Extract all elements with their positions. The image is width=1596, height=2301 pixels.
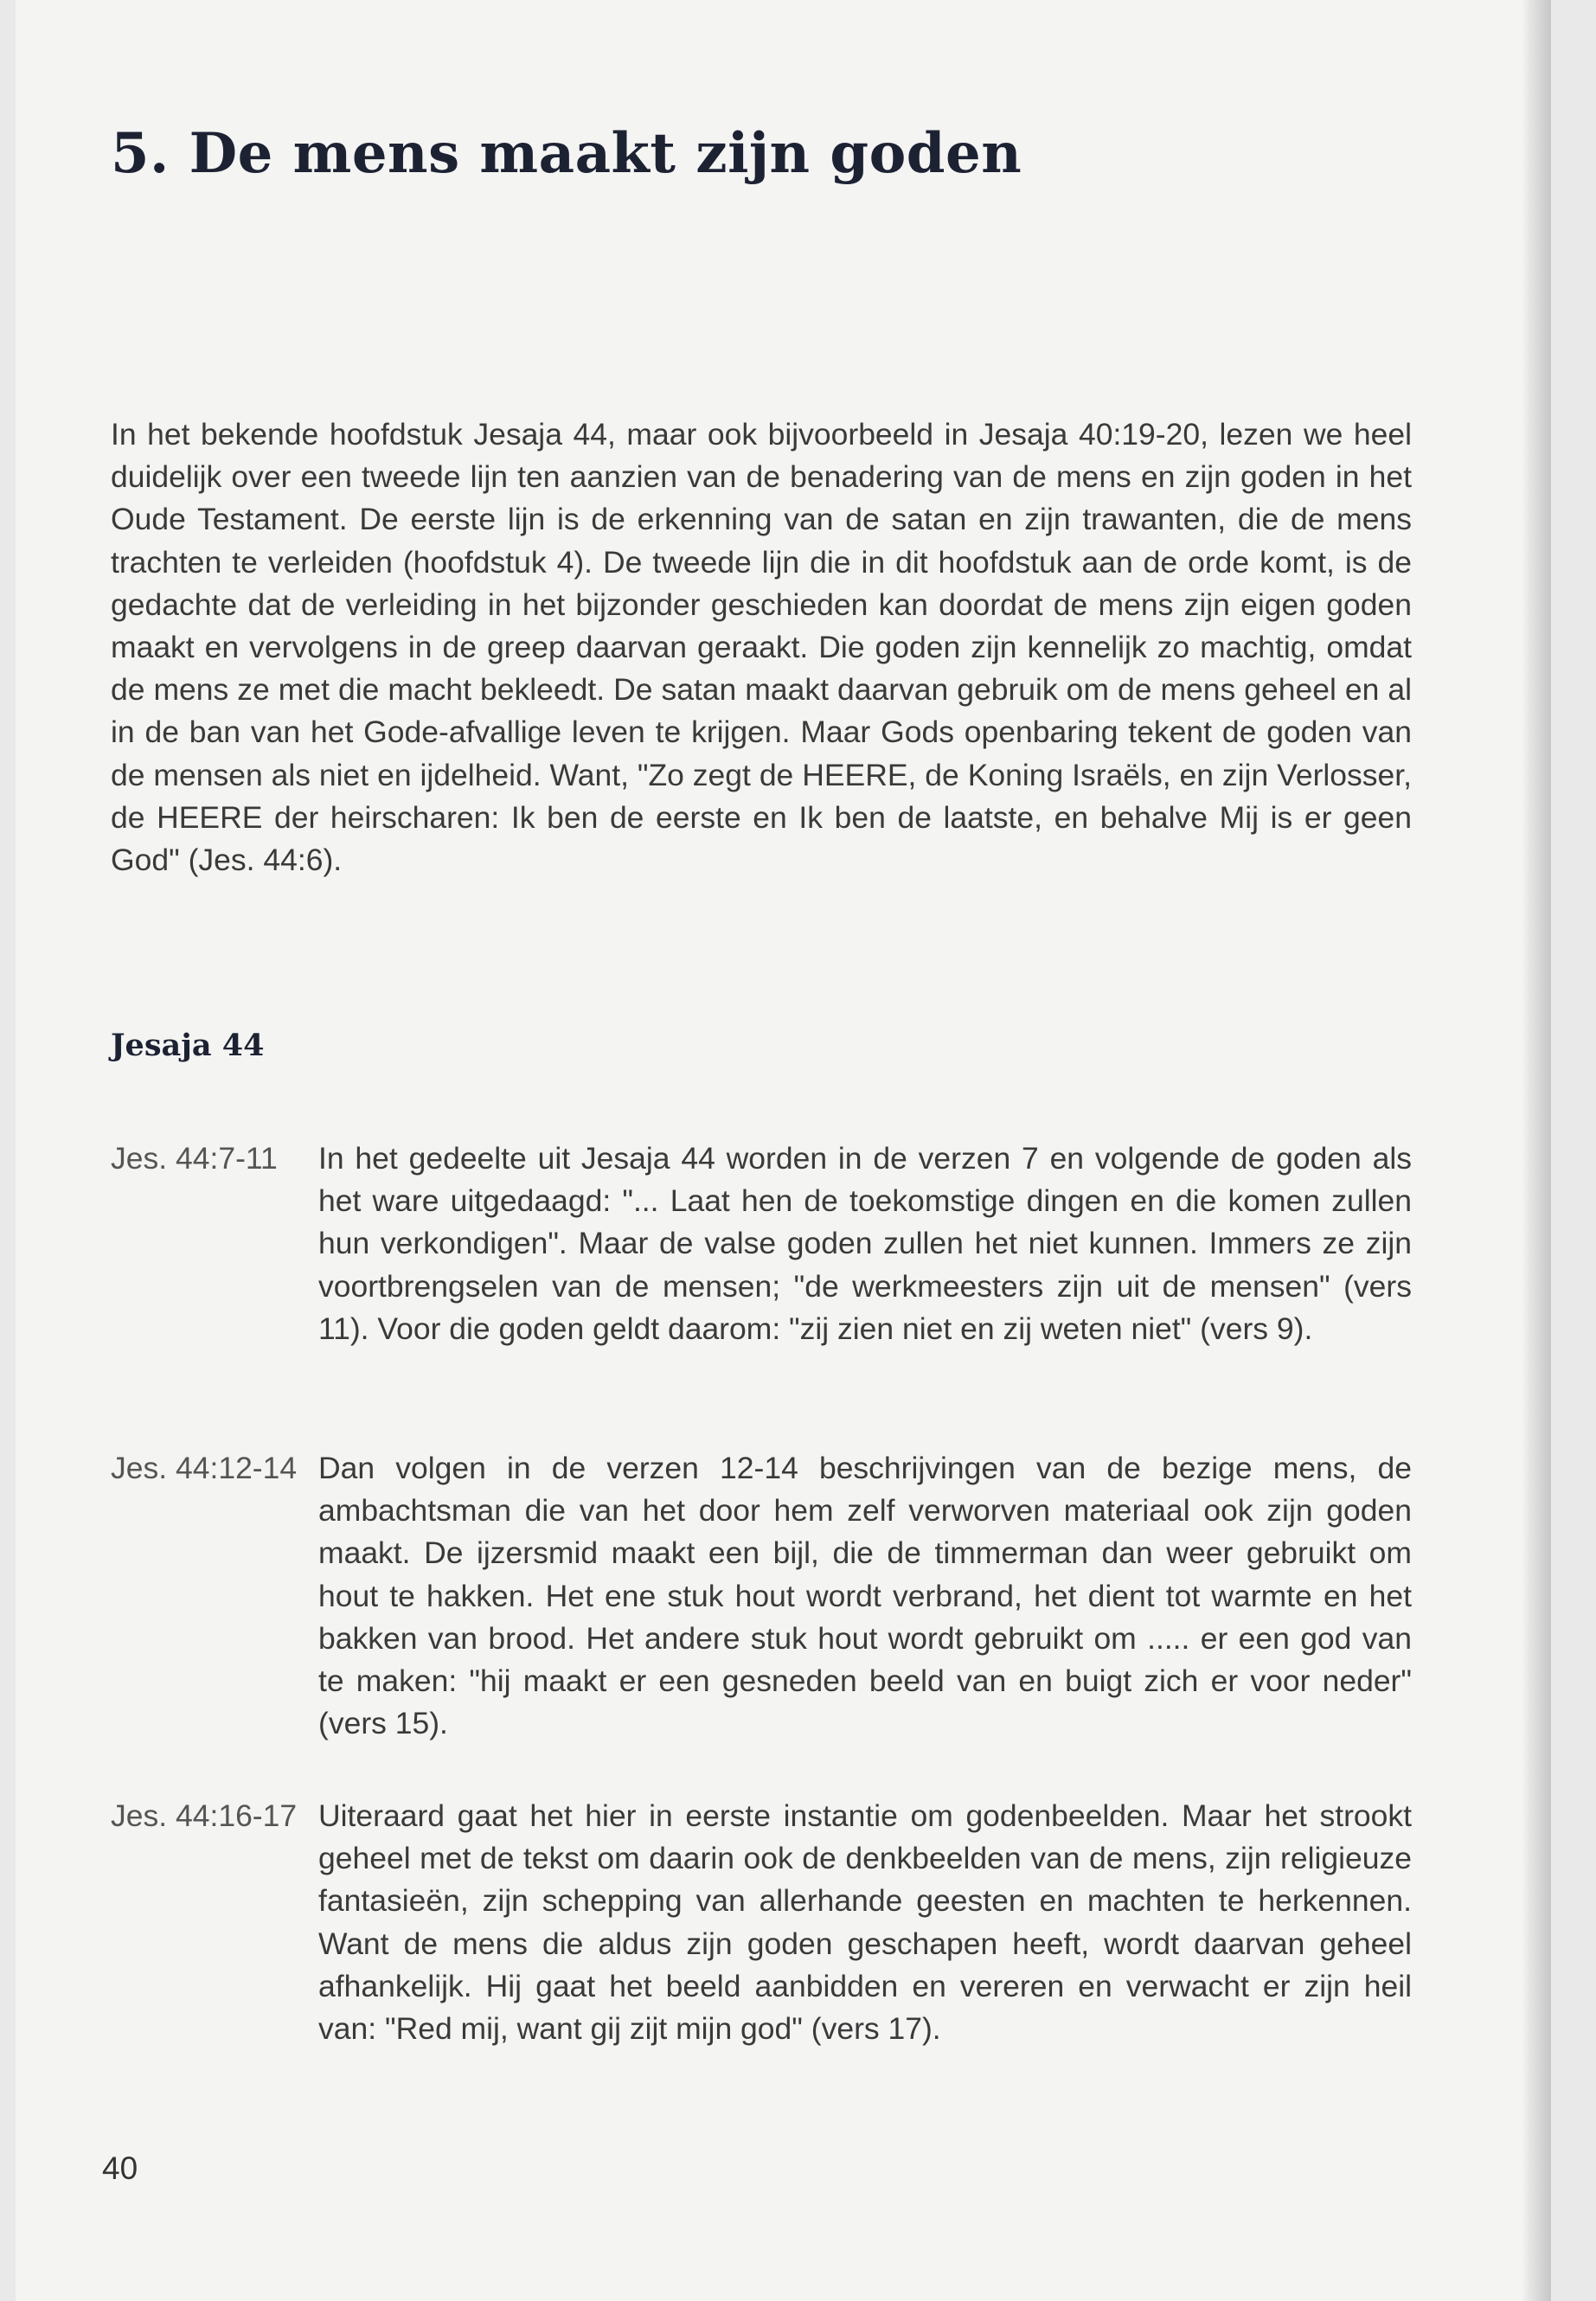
verse-reference: Jes. 44:12-14 [111, 1451, 298, 1485]
verse-entry [111, 1138, 1412, 1350]
verse-entry [111, 1795, 1412, 2050]
page-binding-shadow [1523, 0, 1551, 2301]
page-number: 40 [102, 2150, 138, 2186]
verse-commentary: Uiteraard gaat het hier in eerste instantie om godenbeelden. Maar het strookt geheel met de tekst om daarin ook de denkbeelden van de mens, zijn religieuze fantasieën, zijn schepping van allerhande geesten en machten te herkennen. Want de mens die aldus zijn goden geschapen heeft, wordt daarvan geheel afhankelijk. Hij gaat het beeld aanbidden en vereren en verwacht er zijn heil van: "Red mij, want gij zijt mijn god" (vers 17). [318, 1798, 1412, 2047]
section-heading: Jesaja 44 [111, 1028, 265, 1063]
verse-commentary: Dan volgen in de verzen 12-14 beschrijvingen van de bezige mens, de ambachtsman die van het door hem zelf verworven materiaal ook zijn goden maakt. De ijzersmid maakt een bijl, die de timmerman dan weer gebruikt om hout te hakken. Het ene stuk hout wordt verbrand, het dient tot warmte en het bakken van brood. Het andere stuk hout wordt gebruikt om ..... er een god van te maken: "hij maakt er een gesneden beeld van en buigt zich er voor neder" (vers 15). [318, 1451, 1412, 1741]
verse-entry [111, 1447, 1412, 1745]
verse-reference: Jes. 44:7-11 [111, 1141, 278, 1176]
chapter-title: 5. De mens maakt zijn goden [111, 121, 1022, 186]
verse-commentary: In het gedeelte uit Jesaja 44 worden in de verzen 7 en volgende de goden als het ware uitgedaagd: "... Laat hen de toekomstige dingen en die komen zullen hun verkondigen". Maar de valse goden zullen het niet kunnen. Immers ze zijn voortbrengselen van de mensen; "de werkmeesters zijn uit de mensen" (vers 11). Voor die goden geldt daarom: "zij zien niet en zij weten niet" (vers 9). [318, 1141, 1412, 1346]
intro-paragraph: In het bekende hoofdstuk Jesaja 44, maar ook bijvoorbeeld in Jesaja 40:19-20, lezen we heel duidelijk over een tweede lijn ten aanzien van de benadering van de mens en zijn goden in het Oude Testament. De eerste lijn is de erkenning van de satan en zijn trawanten, die de mens trachten te verleiden (hoofdstuk 4). De tweede lijn die in dit hoofdstuk aan de orde komt, is de gedachte dat de verleiding in het bijzonder geschieden kan doordat de mens zijn eigen goden maakt en vervolgens in de greep daarvan geraakt. Die goden zijn kennelijk zo machtig, omdat de mens ze met die macht bekleedt. De satan maakt daarvan gebruik om de mens geheel en al in de ban van het Gode-afvallige leven te krijgen. Maar Gods openbaring tekent de goden van de mensen als niet en ijdelheid. Want, "Zo zegt de HEERE, de Koning Israëls, en zijn Verlosser, de HEERE der heirscharen: Ik ben de eerste en Ik ben de laatste, en behalve Mij is er geen God" (Jes. 44:6). [111, 417, 1412, 878]
verse-reference: Jes. 44:16-17 [111, 1798, 298, 1833]
